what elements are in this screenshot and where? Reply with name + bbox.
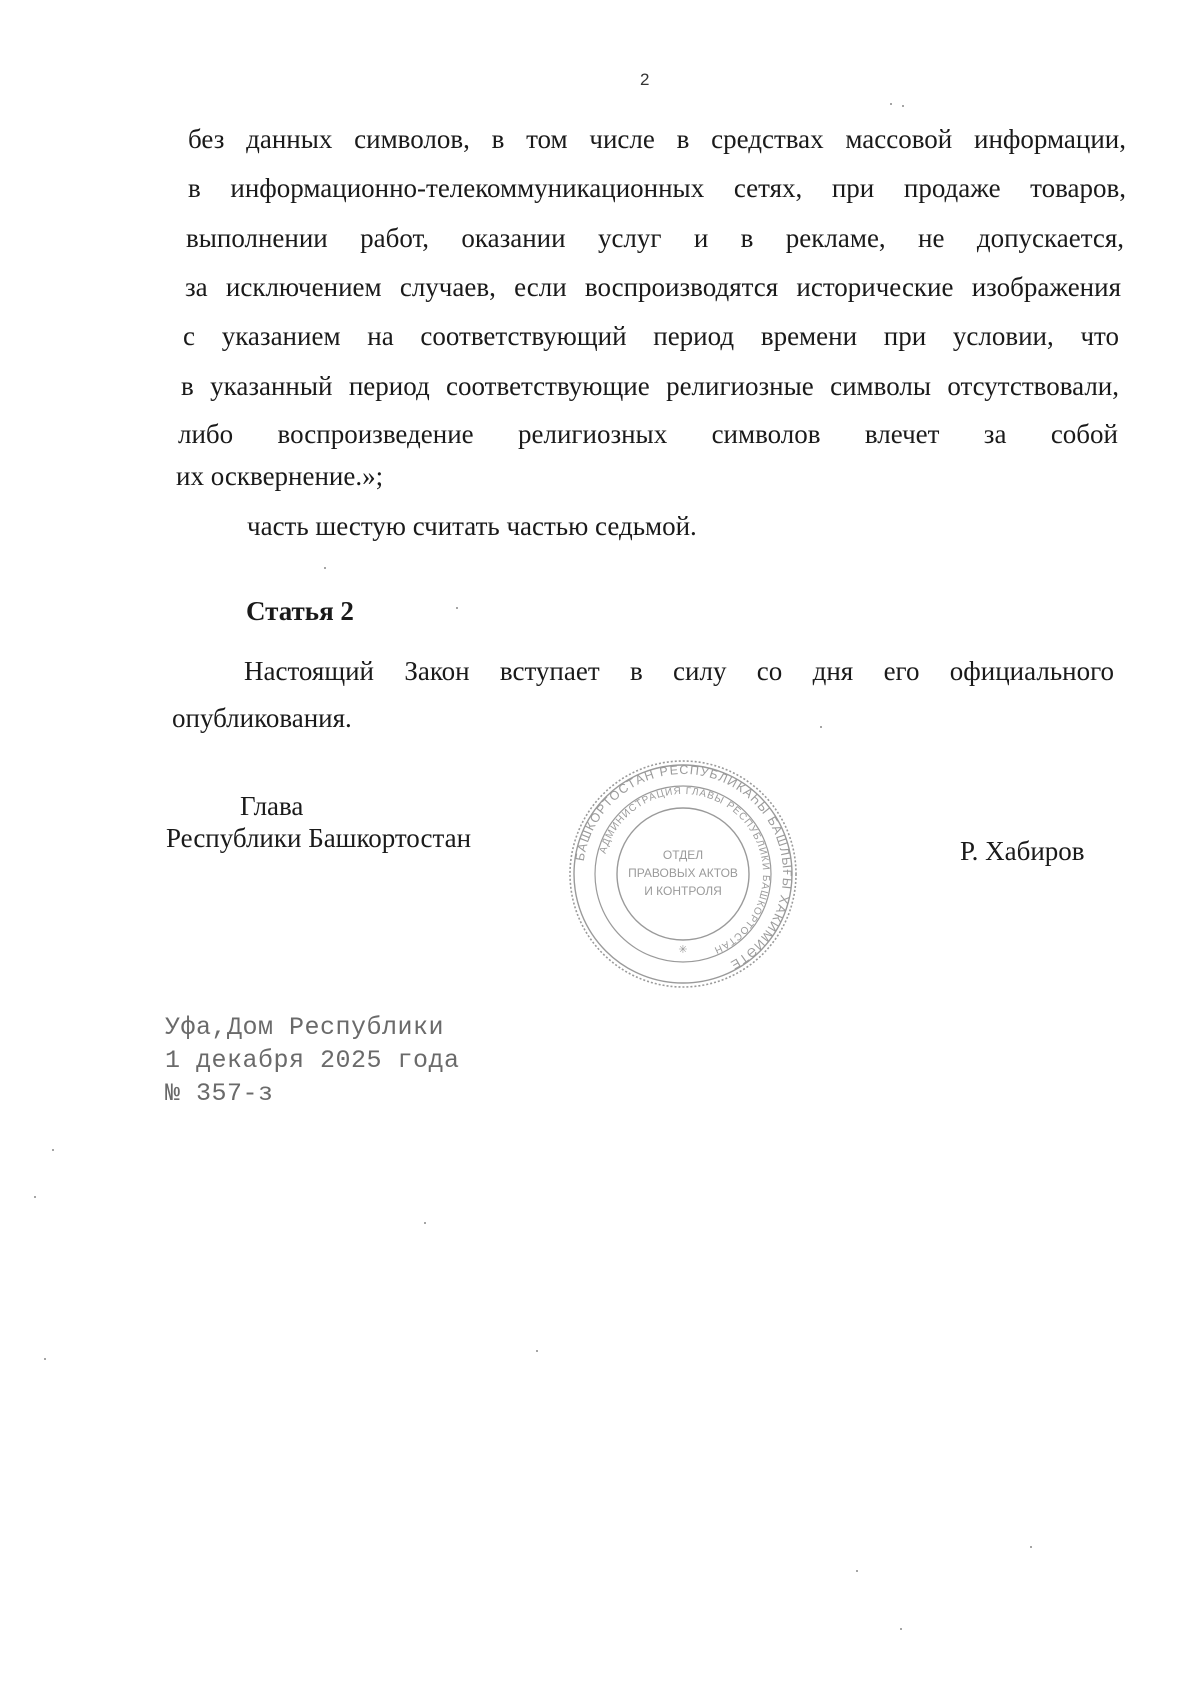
scan-speck [1030,1546,1032,1548]
stamp-inner-text: АДМИНИСТРАЦИЯ ГЛАВЫ РЕСПУБЛИКИ БАШКОРТОСТАН [597,785,772,956]
scan-speck [856,1570,858,1572]
stamp-star-icon: ✳ [678,944,688,956]
scan-speck [44,1358,46,1360]
scan-speck [536,1350,538,1352]
body-line: выполнении работ, оказании услуг и в рекламе, не допускается, [186,223,1124,253]
scan-speck [34,1196,36,1198]
body-line: их осквернение.»; [176,461,384,491]
signatory-name: Р. Хабиров [960,836,1085,866]
article-heading: Статья 2 [246,596,354,626]
registration-place: Уфа,Дом Республики [165,1013,445,1042]
body-line: либо воспроизведение религиозных символов влечет за собой [178,419,1118,449]
signatory-region: Республики Башкортостан [166,823,472,853]
stamp-center-line: ОТДЕЛ [662,848,704,862]
registration-date: 1 декабря 2025 года [165,1046,460,1075]
scan-speck [900,1628,902,1630]
article-line: Настоящий Закон вступает в силу со дня его официального [244,656,1114,686]
official-stamp [566,757,800,991]
article-line: опубликования. [172,703,352,733]
scan-speck [890,103,892,105]
registration-number: № 357-з [165,1079,274,1108]
body-line: в информационно-телекоммуникационных сетях, при продаже товаров, [188,173,1126,203]
scan-speck [52,1149,54,1151]
stamp-center-line: ПРАВОВЫХ АКТОВ [628,866,738,880]
scan-speck [456,607,458,609]
scan-speck [902,105,904,107]
body-line: за исключением случаев, если воспроизводятся исторические изображения [185,272,1121,302]
body-line: без данных символов, в том числе в средствах массовой информации, [188,124,1126,154]
stamp-outer-text: БАШКОРТОСТАН РЕСПУБЛИКАҺЫ БАШЛЫҒЫ ХАКИМИӘТЕ [572,762,795,973]
stamp-center-line: И КОНТРОЛЯ [644,884,722,898]
body-paragraph: часть шестую считать частью седьмой. [247,511,697,541]
signatory-position: Глава [240,791,304,821]
scan-speck [424,1222,426,1224]
stamp-seal-icon [566,757,800,991]
scan-speck [324,567,326,569]
scan-speck [820,726,822,728]
page-number: 2 [640,70,650,89]
body-line: с указанием на соответствующий период времени при условии, что [183,321,1119,351]
body-line: в указанный период соответствующие религиозные символы отсутствовали, [181,371,1119,401]
